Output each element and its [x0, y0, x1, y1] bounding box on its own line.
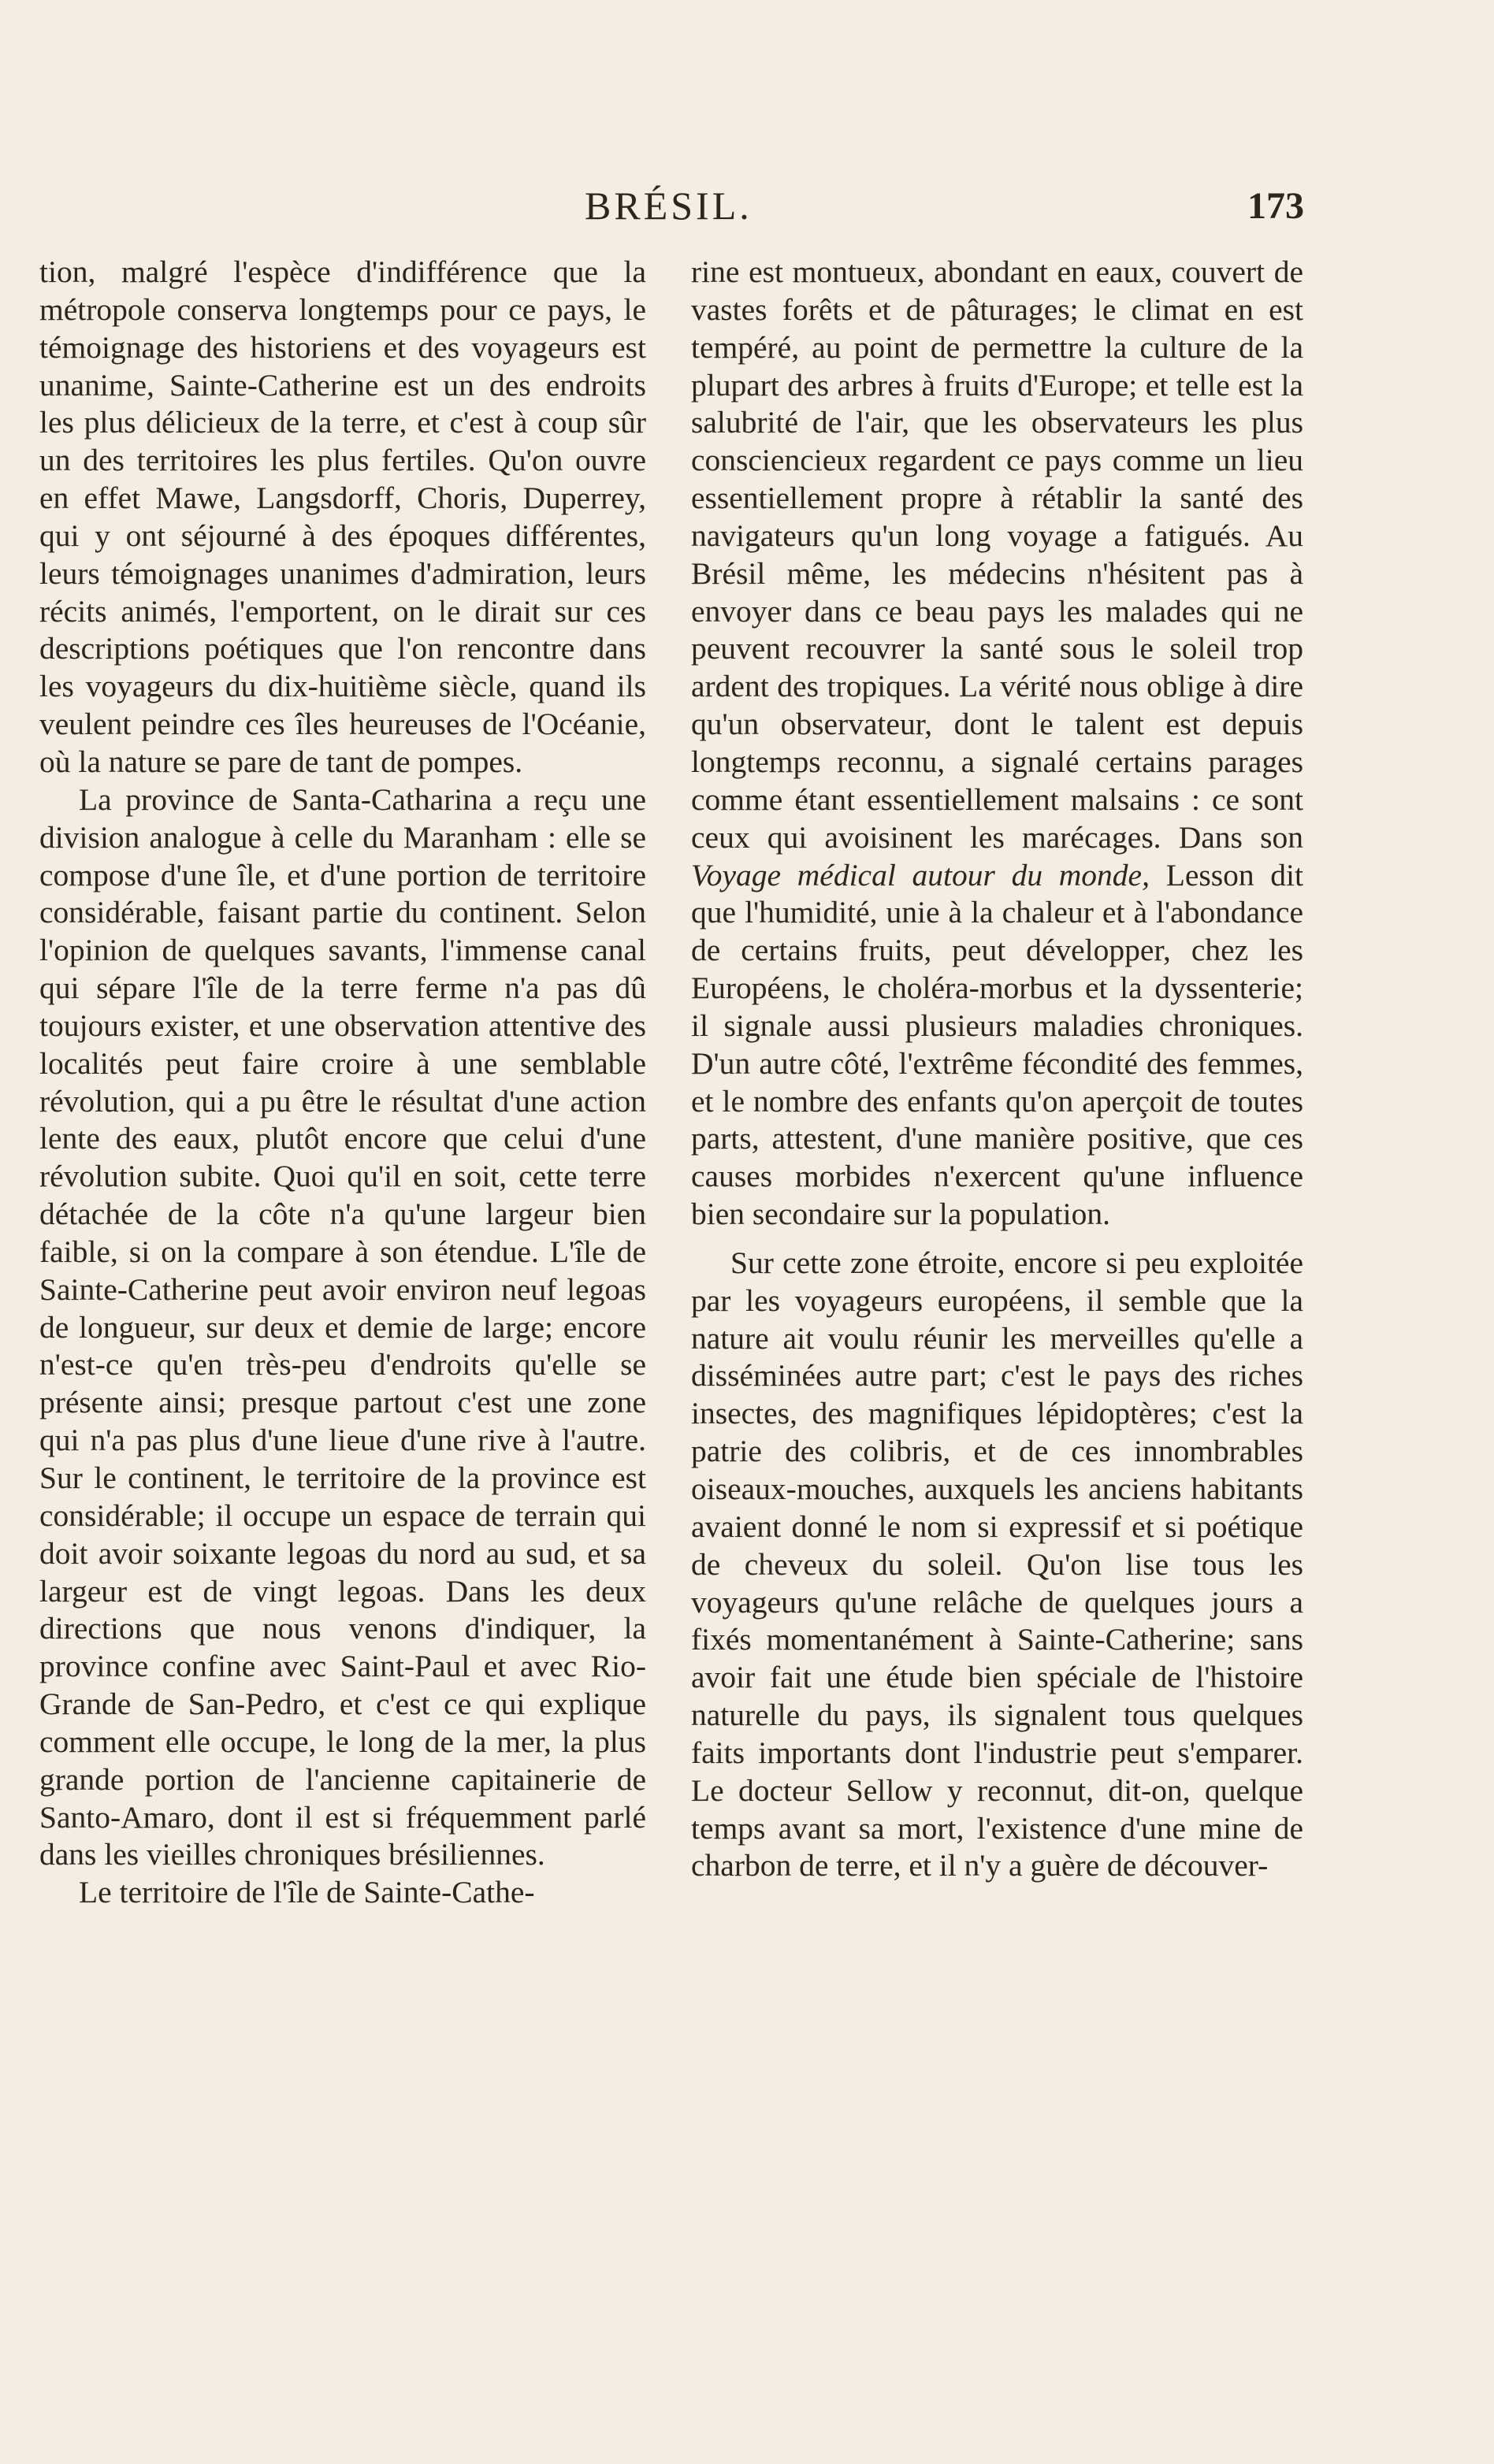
running-head-title: BRÉSIL. [585, 184, 753, 228]
page-number: 173 [1247, 185, 1304, 227]
right-paragraph-1-text-b: Lesson dit que l'humidité, unie à la chaleur et à l'abondance de certains fruits, peut développer, chez les Européens, le choléra-morbus et la dyssenterie; il signale aussi plusieurs maladies chroniques. D'un autre côté, l'extrême fécondité des femmes, et le nombre des enfants qu'on aperçoit de toutes parts, attestent, d'une manière positive, que ces causes morbides n'exercent qu'une influence bien secondaire sur la population. [691, 857, 1303, 1232]
left-column [39, 254, 646, 1912]
left-paragraph-1: tion, malgré l'espèce d'indifférence que la métropole conserva longtemps pour ce pays, le témoignage des historiens et des voyageurs est unanime, Sainte-Catherine est un des endroits les plus délicieux de la terre, et c'est à coup sûr un des territoires les plus fertiles. Qu'on ouvre en effet Mawe, Langsdorff, Choris, Duperrey, qui y ont séjourné à des époques différentes, leurs témoignages unanimes d'admiration, leurs récits animés, l'emportent, on le dirait sur ces descriptions poétiques que l'on rencontre dans les voyageurs du dix-huitième siècle, quand ils veulent peindre ces îles heureuses de l'Océanie, où la nature se pare de tant de pompes. [39, 254, 646, 779]
right-paragraph-1-text-a: rine est montueux, abondant en eaux, couvert de vastes forêts et de pâturages; le climat en est tempéré, au point de permettre la culture de la plupart des arbres à fruits d'Europe; et telle est la salubrité de l'air, que les observateurs les plus consciencieux regardent ce pays comme un lieu essentiellement propre à rétablir la santé des navigateurs qu'un long voyage a fatigués. Au Brésil même, les médecins n'hésitent pas à envoyer dans ce beau pays les malades qui ne peuvent recouvrer la santé sous le soleil trop ardent des tropiques. La vérité nous oblige à dire qu'un observateur, dont le talent est depuis longtemps reconnu, a signalé certains parages comme étant essentiellement malsains : ce sont ceux qui avoisinent les marécages. Dans son [691, 254, 1303, 855]
right-column [691, 254, 1303, 1885]
right-paragraph-2: Sur cette zone étroite, encore si peu exploitée par les voyageurs européens, il semble que la nature ait voulu réunir les merveilles qu'elle a disséminées autre part; c'est le pays des riches insectes, des magnifiques lépidoptères; c'est la patrie des colibris, et de ces innombrables oiseaux-mouches, auxquels les anciens habitants avaient donné le nom si expressif et si poétique de cheveux du soleil. Qu'on lise tous les voyageurs qu'une relâche de quelques jours a fixés momentanément à Sainte-Catherine; sans avoir fait une étude bien spéciale de l'histoire naturelle du pays, ils signalent tous quelques faits importants dont l'industrie peut s'emparer. Le docteur Sellow y reconnut, dit-on, quelque temps avant sa mort, l'existence d'une mine de charbon de terre, et il n'y a guère de découver- [691, 1245, 1303, 1883]
left-paragraph-3: Le territoire de l'île de Sainte-Cathe- [79, 1875, 535, 1910]
left-paragraph-2: La province de Santa-Catharina a reçu une division analogue à celle du Maranham : elle se compose d'une île, et d'une portion de territoire considérable, faisant partie du continent. Selon l'opinion de quelques savants, l'immense canal qui sépare l'île de la terre ferme n'a pas dû toujours exister, et une observation attentive des localités peut faire croire à une semblable révolution, qui a pu être le résultat d'une action lente des eaux, plutôt encore que celui d'une révolution subite. Quoi qu'il en soit, cette terre détachée de la côte n'a qu'une largeur bien faible, si on la compare à son étendue. L'île de Sainte-Catherine peut avoir environ neuf legoas de longueur, sur deux et demie de large; encore n'est-ce qu'en très-peu d'endroits qu'elle se présente ainsi; presque partout c'est une zone qui n'a pas plus d'une lieue d'une rive à l'autre. Sur le continent, le territoire de la province est considérable; il occupe un espace de terrain qui doit avoir soixante legoas du nord au sud, et sa largeur est de vingt legoas. Dans les deux directions que nous venons d'indiquer, la province confine avec Saint-Paul et avec Rio-Grande de San-Pedro, et c'est ce qui explique comment elle occupe, le long de la mer, la plus grande portion de l'ancienne capitainerie de Santo-Amaro, dont il est si fréquemment parlé dans les vieilles chroniques brésiliennes. [39, 781, 646, 1872]
book-title-italic: Voyage médical autour du monde, [691, 857, 1150, 892]
running-head [0, 183, 1494, 230]
right-paragraph-1 [691, 254, 1303, 1234]
